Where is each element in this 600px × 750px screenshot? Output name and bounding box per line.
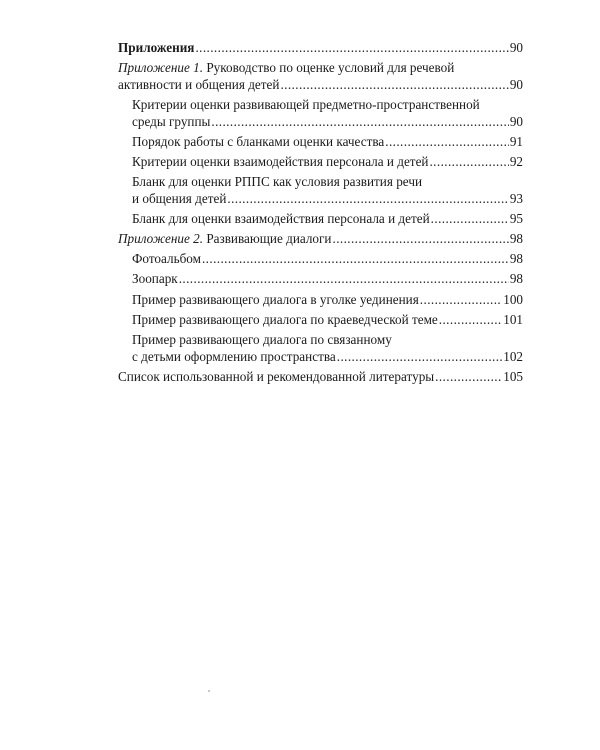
toc-entry-appendix-1[interactable] [118, 60, 523, 93]
toc-entry-title-line-1: Критерии оценки развивающей предметно-пространственной [132, 96, 480, 112]
toc-entry-title-line-1: Руководство по оценке условий для речевой [206, 60, 455, 76]
toc-page-number: 98 [509, 251, 523, 267]
toc-entry-criteria-interaction[interactable] [132, 154, 523, 171]
toc-page-number: 105 [503, 368, 523, 384]
dot-leader [420, 292, 502, 309]
dot-leader [429, 154, 508, 171]
dot-leader [227, 191, 508, 208]
toc-page-number: 92 [509, 153, 523, 169]
toc-entry-title: Бланк для оценки взаимодействия персонала и детей [132, 210, 430, 226]
toc-page-number: 101 [503, 311, 523, 327]
toc-entry-title: Фотоальбом [132, 251, 201, 267]
toc-entry-title: Развивающие диалоги [206, 231, 332, 247]
toc-page-number: 95 [509, 210, 523, 226]
dot-leader [280, 77, 508, 94]
dot-leader [337, 349, 502, 366]
toc-page-number: 93 [509, 190, 523, 206]
toc-entry-photo-album[interactable] [132, 251, 523, 268]
dot-leader [195, 40, 508, 57]
toc-entry-dialog-privacy-corner[interactable] [132, 292, 523, 309]
toc-entry-form-rpps[interactable] [132, 174, 523, 207]
dot-leader [202, 251, 509, 268]
table-of-contents [118, 40, 523, 389]
dot-leader [333, 231, 509, 248]
toc-entry-title: Приложения [118, 40, 195, 55]
toc-entry-appendix-2[interactable] [118, 231, 523, 248]
toc-entry-title-line-2: с детьми оформлению пространства [132, 348, 336, 364]
toc-page-number: 98 [509, 271, 523, 287]
toc-page-number: 91 [509, 133, 523, 149]
toc-appendix-label: Приложение 2. [118, 231, 204, 247]
toc-entry-title: Пример развивающего диалога по краеведческой теме [132, 311, 438, 327]
toc-entry-forms-procedure[interactable] [132, 134, 523, 151]
toc-entry-title: Порядок работы с бланками оценки качества [132, 133, 385, 149]
toc-entry-title: Зоопарк [132, 271, 178, 287]
toc-entry-criteria-rpps[interactable] [132, 97, 523, 130]
toc-page-number: 102 [503, 348, 523, 364]
dot-leader [431, 211, 509, 228]
toc-page-number: 90 [509, 76, 523, 92]
toc-entry-title-line-2: среды группы [132, 113, 211, 129]
toc-page-number: 90 [509, 40, 523, 55]
toc-entry-dialog-space-design[interactable] [132, 332, 523, 365]
toc-entry-references[interactable] [118, 369, 523, 386]
toc-page-number: 90 [509, 113, 523, 129]
toc-page-number: 100 [503, 291, 523, 307]
dot-leader [385, 134, 509, 151]
dot-leader [211, 114, 508, 131]
dot-leader [179, 271, 509, 288]
dot-leader [435, 369, 502, 386]
toc-entry-title: Пример развивающего диалога в уголке уединения [132, 291, 419, 307]
toc-entry-title-line-1: Пример развивающего диалога по связанному [132, 332, 392, 348]
toc-entry-zoo[interactable] [132, 271, 523, 288]
toc-entry-title-line-2: активности и общения детей [118, 76, 280, 92]
toc-entry-form-interaction[interactable] [132, 211, 523, 228]
toc-entry-dialog-local-history[interactable] [132, 312, 523, 329]
toc-entry-title: Критерии оценки взаимодействия персонала и детей [132, 153, 429, 169]
toc-entry-title-line-2: и общения детей [132, 190, 227, 206]
dot-leader [439, 312, 502, 329]
toc-entry-title: Список использованной и рекомендованной литературы [118, 368, 435, 384]
scan-speck [208, 690, 210, 692]
toc-appendix-label: Приложение 1. [118, 60, 204, 76]
toc-page-number: 98 [509, 231, 523, 247]
toc-entry-title-line-1: Бланк для оценки РППС как условия развития речи [132, 174, 423, 190]
toc-entry-appendices[interactable] [118, 40, 523, 57]
